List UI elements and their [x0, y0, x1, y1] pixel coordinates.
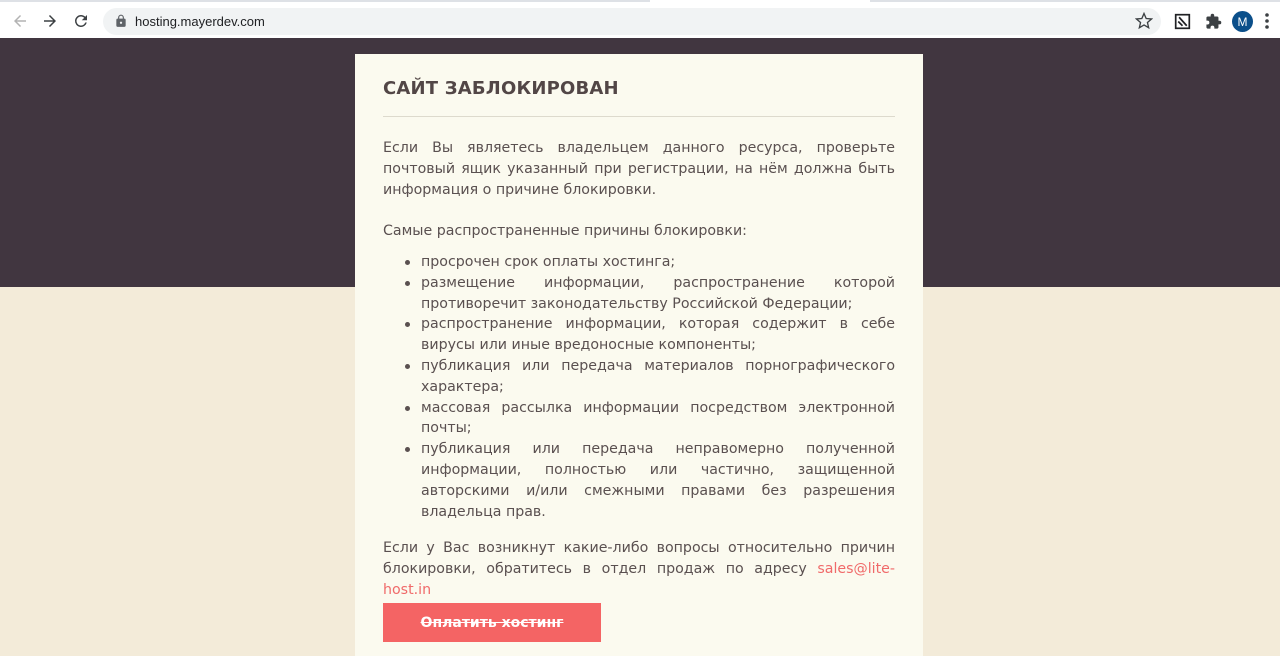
lock-icon [114, 14, 128, 28]
reload-button[interactable] [69, 9, 93, 33]
list-item: размещение информации, распространение которой противоречит законодательству Российской Федерации; [421, 273, 895, 315]
list-item: публикация или передача материалов порнографического характера; [421, 356, 895, 398]
reload-icon [72, 12, 90, 30]
arrow-left-icon [11, 12, 29, 30]
list-item: массовая рассылка информации посредством электронной почты; [421, 398, 895, 440]
profile-avatar[interactable]: M [1232, 11, 1253, 32]
list-item: публикация или передача неправомерно полученной информации, полностью или частично, защищенной авторскими и/или смежными правами без разрешения владельца прав. [421, 439, 895, 522]
extensions-menu-button[interactable] [1203, 11, 1223, 31]
pay-hosting-button[interactable]: Оплатить хостинг [383, 603, 601, 642]
extension-app-icon [1174, 13, 1191, 30]
notice-body [383, 138, 895, 601]
forward-button[interactable] [38, 9, 62, 33]
bookmark-star-icon[interactable] [1135, 12, 1153, 30]
reasons-heading: Самые распространенные причины блокировки: [383, 223, 747, 240]
address-url: hosting.mayerdev.com [135, 14, 265, 29]
browser-toolbar [0, 0, 1280, 38]
active-tab-edge [650, 0, 870, 3]
extension-button[interactable] [1172, 11, 1192, 31]
contact-paragraph [383, 538, 895, 600]
blocked-notice-card [355, 54, 923, 656]
page-title: САЙТ ЗАБЛОКИРОВАН [383, 78, 619, 99]
arrow-right-icon [41, 12, 59, 30]
sales-email-link[interactable]: sales@lite-host.in [383, 561, 895, 598]
puzzle-icon [1205, 13, 1222, 30]
address-bar[interactable] [103, 8, 1161, 35]
contact-text: Если у Вас возникнут какие-либо вопросы относительно причин блокировки, обратитесь в отдел продаж по адресу [383, 540, 895, 578]
list-item: просрочен срок оплаты хостинга; [421, 252, 895, 273]
intro-paragraph: Если Вы являетесь владельцем данного ресурса, проверьте почтовый ящик указанный при регистрации, на нём должна быть информация о причине блокировки. [383, 140, 895, 198]
back-button[interactable] [8, 9, 32, 33]
reasons-list [421, 252, 895, 522]
title-divider [383, 116, 895, 117]
menu-dots-icon[interactable] [1262, 10, 1272, 32]
list-item: распространение информации, которая содержит в себе вирусы или иные вредоносные компоненты; [421, 314, 895, 356]
